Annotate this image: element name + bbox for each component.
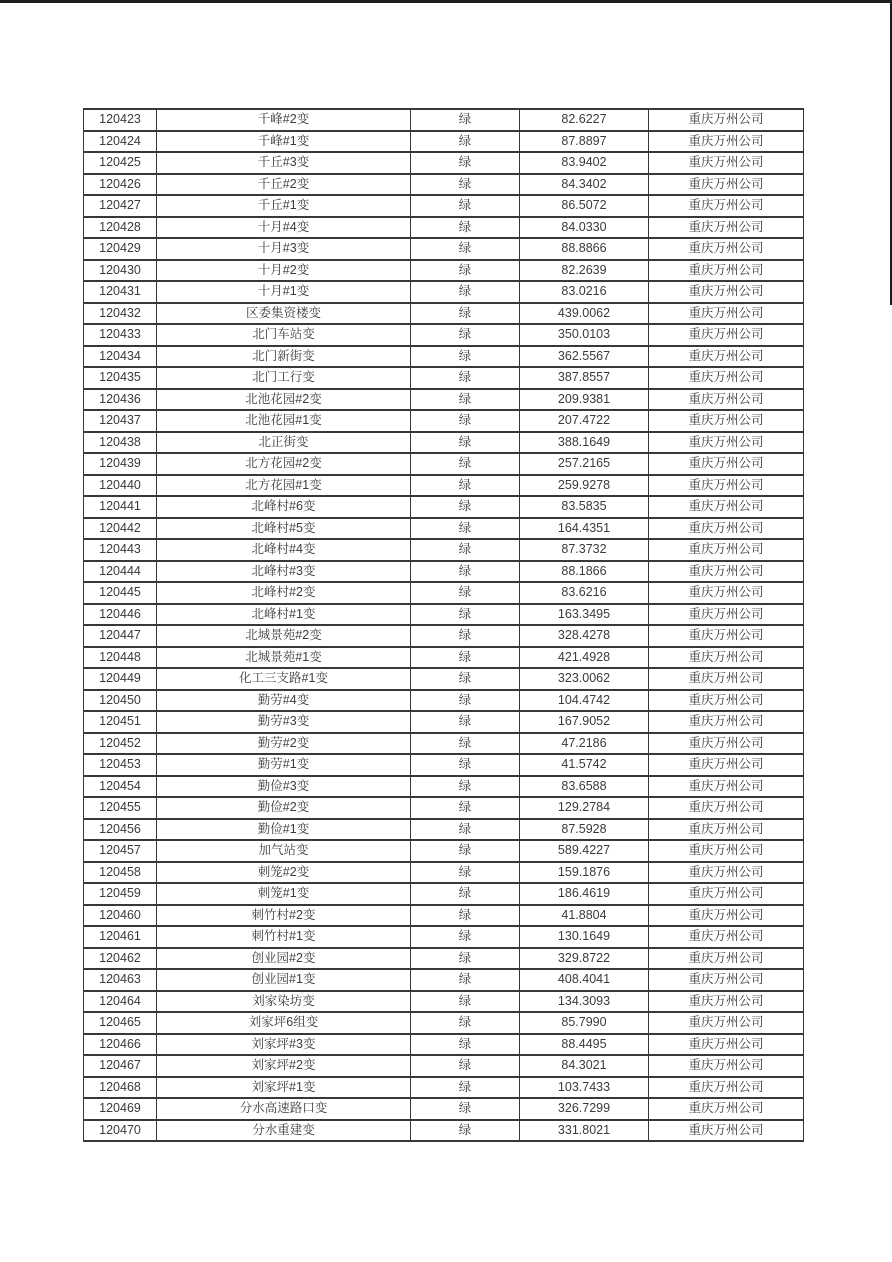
cell-id: 120456 — [84, 819, 157, 841]
cell-status: 绿 — [411, 991, 520, 1013]
cell-value: 167.9052 — [520, 711, 649, 733]
cell-company: 重庆万州公司 — [649, 496, 804, 518]
table-row — [84, 432, 804, 454]
cell-status: 绿 — [411, 733, 520, 755]
cell-id: 120454 — [84, 776, 157, 798]
table-row — [84, 410, 804, 432]
table-row — [84, 840, 804, 862]
cell-id: 120423 — [84, 109, 157, 131]
table-row — [84, 797, 804, 819]
cell-id: 120433 — [84, 324, 157, 346]
cell-id: 120465 — [84, 1012, 157, 1034]
cell-status: 绿 — [411, 1034, 520, 1056]
table-row — [84, 475, 804, 497]
cell-value: 257.2165 — [520, 453, 649, 475]
cell-value: 103.7433 — [520, 1077, 649, 1099]
cell-company: 重庆万州公司 — [649, 819, 804, 841]
cell-name: 勤劳#2变 — [157, 733, 411, 755]
cell-name: 北门工行变 — [157, 367, 411, 389]
cell-value: 87.8897 — [520, 131, 649, 153]
cell-name: 刘家坪#2变 — [157, 1055, 411, 1077]
cell-id: 120425 — [84, 152, 157, 174]
table-row — [84, 711, 804, 733]
cell-id: 120434 — [84, 346, 157, 368]
cell-name: 北峰村#5变 — [157, 518, 411, 540]
cell-name: 刺竹村#1变 — [157, 926, 411, 948]
cell-status: 绿 — [411, 260, 520, 282]
cell-company: 重庆万州公司 — [649, 991, 804, 1013]
cell-company: 重庆万州公司 — [649, 281, 804, 303]
cell-status: 绿 — [411, 819, 520, 841]
cell-company: 重庆万州公司 — [649, 324, 804, 346]
cell-value: 130.1649 — [520, 926, 649, 948]
cell-company: 重庆万州公司 — [649, 733, 804, 755]
cell-status: 绿 — [411, 217, 520, 239]
cell-company: 重庆万州公司 — [649, 453, 804, 475]
table-row — [84, 862, 804, 884]
table-row — [84, 281, 804, 303]
cell-status: 绿 — [411, 840, 520, 862]
cell-status: 绿 — [411, 195, 520, 217]
cell-name: 北门新街变 — [157, 346, 411, 368]
cell-id: 120455 — [84, 797, 157, 819]
cell-company: 重庆万州公司 — [649, 518, 804, 540]
cell-status: 绿 — [411, 926, 520, 948]
table-row — [84, 776, 804, 798]
table-row — [84, 1098, 804, 1120]
cell-status: 绿 — [411, 604, 520, 626]
cell-company: 重庆万州公司 — [649, 1077, 804, 1099]
cell-name: 北峰村#6变 — [157, 496, 411, 518]
table-row — [84, 1120, 804, 1142]
table-row — [84, 754, 804, 776]
cell-name: 创业园#2变 — [157, 948, 411, 970]
table-row — [84, 303, 804, 325]
cell-company: 重庆万州公司 — [649, 668, 804, 690]
cell-name: 刺笼#2变 — [157, 862, 411, 884]
cell-status: 绿 — [411, 625, 520, 647]
cell-value: 84.3021 — [520, 1055, 649, 1077]
cell-value: 87.5928 — [520, 819, 649, 841]
cell-status: 绿 — [411, 582, 520, 604]
cell-value: 82.2639 — [520, 260, 649, 282]
cell-company: 重庆万州公司 — [649, 1055, 804, 1077]
cell-status: 绿 — [411, 797, 520, 819]
table-row — [84, 152, 804, 174]
table-row — [84, 948, 804, 970]
cell-company: 重庆万州公司 — [649, 754, 804, 776]
table-row — [84, 647, 804, 669]
table-row — [84, 367, 804, 389]
cell-company: 重庆万州公司 — [649, 238, 804, 260]
cell-status: 绿 — [411, 174, 520, 196]
table-row — [84, 969, 804, 991]
cell-id: 120470 — [84, 1120, 157, 1142]
cell-id: 120431 — [84, 281, 157, 303]
cell-id: 120466 — [84, 1034, 157, 1056]
cell-value: 84.0330 — [520, 217, 649, 239]
cell-name: 分水高速路口变 — [157, 1098, 411, 1120]
cell-name: 千峰#1变 — [157, 131, 411, 153]
table-row — [84, 582, 804, 604]
cell-company: 重庆万州公司 — [649, 582, 804, 604]
cell-id: 120443 — [84, 539, 157, 561]
cell-name: 刺竹村#2变 — [157, 905, 411, 927]
cell-name: 加气站变 — [157, 840, 411, 862]
cell-status: 绿 — [411, 948, 520, 970]
cell-id: 120446 — [84, 604, 157, 626]
table-row — [84, 926, 804, 948]
cell-value: 88.4495 — [520, 1034, 649, 1056]
cell-id: 120459 — [84, 883, 157, 905]
cell-name: 千丘#1变 — [157, 195, 411, 217]
table-row — [84, 496, 804, 518]
cell-company: 重庆万州公司 — [649, 948, 804, 970]
table-row — [84, 389, 804, 411]
cell-name: 北城景苑#1变 — [157, 647, 411, 669]
cell-name: 化工三支路#1变 — [157, 668, 411, 690]
cell-name: 刺笼#1变 — [157, 883, 411, 905]
cell-value: 439.0062 — [520, 303, 649, 325]
cell-name: 北方花园#2变 — [157, 453, 411, 475]
cell-id: 120449 — [84, 668, 157, 690]
cell-value: 207.4722 — [520, 410, 649, 432]
cell-id: 120458 — [84, 862, 157, 884]
cell-id: 120448 — [84, 647, 157, 669]
cell-value: 362.5567 — [520, 346, 649, 368]
cell-name: 刘家坪#1变 — [157, 1077, 411, 1099]
cell-status: 绿 — [411, 518, 520, 540]
cell-value: 350.0103 — [520, 324, 649, 346]
cell-name: 北池花园#1变 — [157, 410, 411, 432]
cell-value: 84.3402 — [520, 174, 649, 196]
table-row — [84, 453, 804, 475]
cell-name: 千丘#3变 — [157, 152, 411, 174]
cell-value: 331.8021 — [520, 1120, 649, 1142]
cell-id: 120461 — [84, 926, 157, 948]
cell-company: 重庆万州公司 — [649, 862, 804, 884]
table-row — [84, 109, 804, 131]
cell-id: 120424 — [84, 131, 157, 153]
cell-status: 绿 — [411, 862, 520, 884]
cell-status: 绿 — [411, 410, 520, 432]
cell-status: 绿 — [411, 1055, 520, 1077]
table-row — [84, 1034, 804, 1056]
cell-value: 83.6588 — [520, 776, 649, 798]
cell-value: 329.8722 — [520, 948, 649, 970]
cell-company: 重庆万州公司 — [649, 260, 804, 282]
cell-id: 120462 — [84, 948, 157, 970]
cell-status: 绿 — [411, 475, 520, 497]
cell-id: 120467 — [84, 1055, 157, 1077]
table-row — [84, 604, 804, 626]
cell-name: 北门车站变 — [157, 324, 411, 346]
cell-name: 千丘#2变 — [157, 174, 411, 196]
cell-value: 186.4619 — [520, 883, 649, 905]
table-row — [84, 625, 804, 647]
cell-company: 重庆万州公司 — [649, 561, 804, 583]
cell-id: 120429 — [84, 238, 157, 260]
cell-company: 重庆万州公司 — [649, 131, 804, 153]
cell-status: 绿 — [411, 1012, 520, 1034]
cell-company: 重庆万州公司 — [649, 152, 804, 174]
table-row — [84, 518, 804, 540]
cell-value: 388.1649 — [520, 432, 649, 454]
cell-value: 134.3093 — [520, 991, 649, 1013]
cell-id: 120426 — [84, 174, 157, 196]
cell-company: 重庆万州公司 — [649, 109, 804, 131]
cell-status: 绿 — [411, 152, 520, 174]
cell-company: 重庆万州公司 — [649, 625, 804, 647]
cell-status: 绿 — [411, 238, 520, 260]
cell-company: 重庆万州公司 — [649, 367, 804, 389]
table-row — [84, 346, 804, 368]
cell-value: 163.3495 — [520, 604, 649, 626]
cell-value: 408.4041 — [520, 969, 649, 991]
cell-id: 120440 — [84, 475, 157, 497]
cell-value: 129.2784 — [520, 797, 649, 819]
table-row — [84, 324, 804, 346]
cell-name: 千峰#2变 — [157, 109, 411, 131]
table-row — [84, 1077, 804, 1099]
cell-name: 北正街变 — [157, 432, 411, 454]
cell-status: 绿 — [411, 905, 520, 927]
cell-id: 120445 — [84, 582, 157, 604]
cell-status: 绿 — [411, 690, 520, 712]
cell-company: 重庆万州公司 — [649, 410, 804, 432]
station-table — [83, 108, 804, 1142]
cell-value: 421.4928 — [520, 647, 649, 669]
cell-status: 绿 — [411, 1077, 520, 1099]
cell-value: 86.5072 — [520, 195, 649, 217]
cell-company: 重庆万州公司 — [649, 174, 804, 196]
station-table-body — [84, 109, 804, 1141]
cell-id: 120444 — [84, 561, 157, 583]
cell-company: 重庆万州公司 — [649, 1098, 804, 1120]
table-row — [84, 174, 804, 196]
cell-status: 绿 — [411, 367, 520, 389]
cell-status: 绿 — [411, 303, 520, 325]
cell-id: 120428 — [84, 217, 157, 239]
cell-value: 259.9278 — [520, 475, 649, 497]
cell-status: 绿 — [411, 346, 520, 368]
cell-status: 绿 — [411, 1098, 520, 1120]
cell-company: 重庆万州公司 — [649, 905, 804, 927]
cell-status: 绿 — [411, 969, 520, 991]
cell-name: 分水重建变 — [157, 1120, 411, 1142]
cell-name: 勤俭#3变 — [157, 776, 411, 798]
cell-value: 83.6216 — [520, 582, 649, 604]
cell-company: 重庆万州公司 — [649, 195, 804, 217]
cell-company: 重庆万州公司 — [649, 475, 804, 497]
cell-id: 120457 — [84, 840, 157, 862]
cell-name: 十月#3变 — [157, 238, 411, 260]
cell-status: 绿 — [411, 109, 520, 131]
cell-name: 北方花园#1变 — [157, 475, 411, 497]
cell-status: 绿 — [411, 453, 520, 475]
cell-value: 159.1876 — [520, 862, 649, 884]
cell-status: 绿 — [411, 754, 520, 776]
cell-name: 勤俭#2变 — [157, 797, 411, 819]
cell-name: 刘家坪6组变 — [157, 1012, 411, 1034]
cell-company: 重庆万州公司 — [649, 690, 804, 712]
cell-company: 重庆万州公司 — [649, 840, 804, 862]
cell-company: 重庆万州公司 — [649, 1012, 804, 1034]
cell-value: 88.8866 — [520, 238, 649, 260]
cell-id: 120469 — [84, 1098, 157, 1120]
cell-company: 重庆万州公司 — [649, 604, 804, 626]
cell-name: 勤劳#1变 — [157, 754, 411, 776]
cell-company: 重庆万州公司 — [649, 1034, 804, 1056]
cell-company: 重庆万州公司 — [649, 303, 804, 325]
cell-company: 重庆万州公司 — [649, 217, 804, 239]
cell-name: 十月#2变 — [157, 260, 411, 282]
table-row — [84, 131, 804, 153]
cell-value: 87.3732 — [520, 539, 649, 561]
cell-company: 重庆万州公司 — [649, 776, 804, 798]
table-row — [84, 1055, 804, 1077]
cell-name: 区委集资楼变 — [157, 303, 411, 325]
cell-value: 83.0216 — [520, 281, 649, 303]
table-row — [84, 690, 804, 712]
table-row — [84, 905, 804, 927]
cell-value: 209.9381 — [520, 389, 649, 411]
table-row — [84, 819, 804, 841]
cell-status: 绿 — [411, 561, 520, 583]
cell-name: 勤俭#1变 — [157, 819, 411, 841]
cell-id: 120463 — [84, 969, 157, 991]
cell-company: 重庆万州公司 — [649, 883, 804, 905]
cell-company: 重庆万州公司 — [649, 389, 804, 411]
cell-value: 85.7990 — [520, 1012, 649, 1034]
table-row — [84, 991, 804, 1013]
cell-id: 120442 — [84, 518, 157, 540]
cell-value: 328.4278 — [520, 625, 649, 647]
cell-value: 326.7299 — [520, 1098, 649, 1120]
cell-status: 绿 — [411, 711, 520, 733]
cell-company: 重庆万州公司 — [649, 711, 804, 733]
page-top-edge — [0, 0, 892, 3]
table-row — [84, 733, 804, 755]
cell-value: 164.4351 — [520, 518, 649, 540]
cell-value: 387.8557 — [520, 367, 649, 389]
cell-id: 120451 — [84, 711, 157, 733]
cell-name: 北池花园#2变 — [157, 389, 411, 411]
cell-company: 重庆万州公司 — [649, 969, 804, 991]
table-row — [84, 539, 804, 561]
cell-status: 绿 — [411, 324, 520, 346]
cell-id: 120460 — [84, 905, 157, 927]
cell-company: 重庆万州公司 — [649, 346, 804, 368]
cell-id: 120435 — [84, 367, 157, 389]
cell-name: 刘家染坊变 — [157, 991, 411, 1013]
cell-value: 83.9402 — [520, 152, 649, 174]
cell-company: 重庆万州公司 — [649, 432, 804, 454]
cell-value: 41.8804 — [520, 905, 649, 927]
cell-name: 勤劳#3变 — [157, 711, 411, 733]
cell-value: 88.1866 — [520, 561, 649, 583]
cell-status: 绿 — [411, 281, 520, 303]
cell-id: 120436 — [84, 389, 157, 411]
cell-name: 北城景苑#2变 — [157, 625, 411, 647]
cell-name: 创业园#1变 — [157, 969, 411, 991]
cell-id: 120464 — [84, 991, 157, 1013]
cell-name: 北峰村#4变 — [157, 539, 411, 561]
table-row — [84, 217, 804, 239]
cell-value: 83.5835 — [520, 496, 649, 518]
cell-company: 重庆万州公司 — [649, 797, 804, 819]
cell-id: 120427 — [84, 195, 157, 217]
cell-status: 绿 — [411, 668, 520, 690]
cell-id: 120441 — [84, 496, 157, 518]
cell-value: 104.4742 — [520, 690, 649, 712]
cell-company: 重庆万州公司 — [649, 926, 804, 948]
cell-id: 120437 — [84, 410, 157, 432]
cell-name: 十月#4变 — [157, 217, 411, 239]
table-row — [84, 195, 804, 217]
cell-id: 120447 — [84, 625, 157, 647]
cell-id: 120468 — [84, 1077, 157, 1099]
table-row — [84, 668, 804, 690]
cell-name: 北峰村#3变 — [157, 561, 411, 583]
cell-value: 589.4227 — [520, 840, 649, 862]
cell-company: 重庆万州公司 — [649, 1120, 804, 1142]
cell-value: 82.6227 — [520, 109, 649, 131]
table-row — [84, 883, 804, 905]
cell-company: 重庆万州公司 — [649, 539, 804, 561]
cell-id: 120439 — [84, 453, 157, 475]
table-row — [84, 561, 804, 583]
cell-status: 绿 — [411, 432, 520, 454]
cell-name: 北峰村#1变 — [157, 604, 411, 626]
cell-name: 十月#1变 — [157, 281, 411, 303]
cell-name: 刘家坪#3变 — [157, 1034, 411, 1056]
cell-company: 重庆万州公司 — [649, 647, 804, 669]
cell-value: 41.5742 — [520, 754, 649, 776]
cell-status: 绿 — [411, 776, 520, 798]
cell-status: 绿 — [411, 496, 520, 518]
cell-id: 120453 — [84, 754, 157, 776]
cell-id: 120438 — [84, 432, 157, 454]
cell-name: 北峰村#2变 — [157, 582, 411, 604]
cell-status: 绿 — [411, 389, 520, 411]
cell-status: 绿 — [411, 883, 520, 905]
cell-id: 120432 — [84, 303, 157, 325]
cell-status: 绿 — [411, 539, 520, 561]
cell-id: 120450 — [84, 690, 157, 712]
cell-status: 绿 — [411, 1120, 520, 1142]
cell-status: 绿 — [411, 647, 520, 669]
cell-value: 47.2186 — [520, 733, 649, 755]
cell-status: 绿 — [411, 131, 520, 153]
table-row — [84, 238, 804, 260]
cell-value: 323.0062 — [520, 668, 649, 690]
table-row — [84, 260, 804, 282]
cell-id: 120430 — [84, 260, 157, 282]
cell-id: 120452 — [84, 733, 157, 755]
table-row — [84, 1012, 804, 1034]
cell-name: 勤劳#4变 — [157, 690, 411, 712]
